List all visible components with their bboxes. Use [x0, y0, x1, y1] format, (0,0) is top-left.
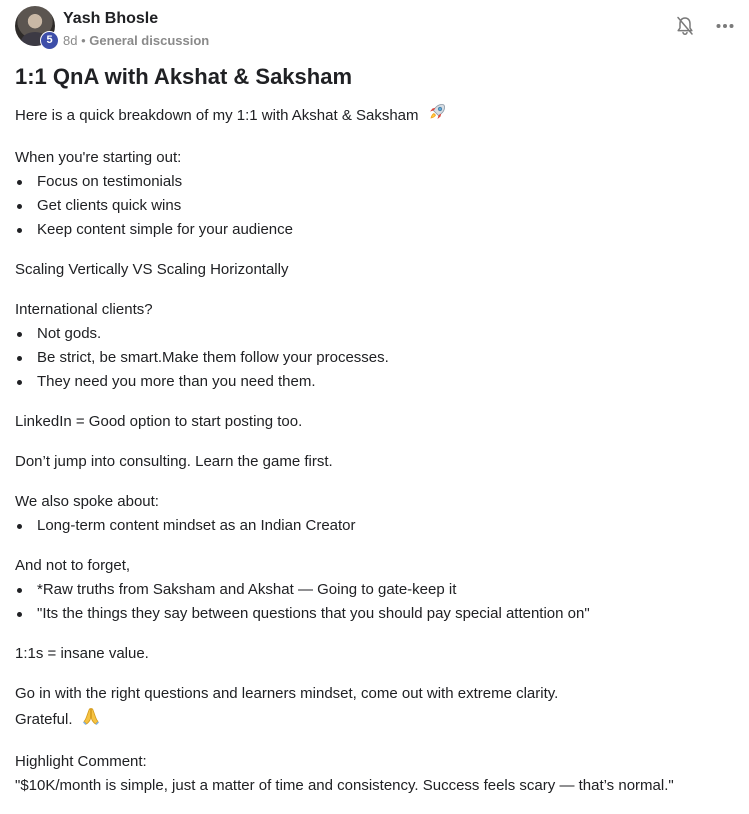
international-heading: International clients? [15, 301, 153, 318]
post-body [15, 102, 735, 814]
not-forget-heading: And not to forget, [15, 557, 131, 574]
international-list [15, 322, 735, 394]
post-title: 1:1 QnA with Akshat & Saksham [15, 64, 353, 89]
list-item: Keep content simple for your audience [37, 218, 735, 242]
list-item: They need you more than you need them. [37, 370, 735, 394]
author-name[interactable]: Yash Bhosle [63, 10, 159, 27]
spoke-list [15, 514, 735, 538]
author-avatar[interactable] [15, 6, 59, 50]
grateful-line [15, 706, 735, 734]
list-item: *Raw truths from Saksham and Akshat — Going to gate-keep it [37, 578, 735, 602]
folded-hands-icon [81, 706, 101, 734]
post-actions [675, 16, 735, 36]
list-item: Be strict, be smart.Make them follow your processes. [37, 346, 735, 370]
list-item: Long-term content mindset as an Indian Creator [37, 514, 735, 538]
post-time: 8d [63, 33, 78, 48]
post-meta [63, 33, 209, 48]
starting-out-heading: When you're starting out: [15, 149, 182, 166]
scaling-text: Scaling Vertically VS Scaling Horizontally [15, 261, 289, 278]
not-forget-list [15, 578, 735, 626]
bell-off-icon[interactable] [675, 16, 695, 36]
starting-out-list [15, 170, 735, 242]
post-header [15, 6, 735, 50]
rocket-icon [427, 102, 447, 130]
more-horizontal-icon[interactable] [715, 16, 735, 36]
list-item: Focus on testimonials [37, 170, 735, 194]
meta-separator: • [81, 33, 86, 48]
spoke-heading: We also spoke about: [15, 493, 159, 510]
level-badge: 5 [40, 31, 59, 50]
grateful-text: Grateful. [15, 710, 73, 728]
linkedin-text: LinkedIn = Good option to start posting too. [15, 413, 303, 430]
value-text: 1:1s = insane value. [15, 645, 149, 662]
highlight-heading: Highlight Comment: [15, 753, 147, 770]
list-item: Not gods. [37, 322, 735, 346]
list-item: Get clients quick wins [37, 194, 735, 218]
highlight-quote: "$10K/month is simple, just a matter of time and consistency. Success feels scary — that’s normal." [15, 777, 674, 794]
post-intro [15, 102, 735, 130]
post-category[interactable]: General discussion [89, 33, 210, 48]
consulting-text: Don’t jump into consulting. Learn the game first. [15, 453, 333, 470]
list-item: "Its the things they say between questions that you should pay special attention on" [37, 602, 735, 626]
clarity-text: Go in with the right questions and learners mindset, come out with extreme clarity. [15, 685, 559, 702]
intro-text: Here is a quick breakdown of my 1:1 with Akshat & Saksham [15, 106, 419, 124]
